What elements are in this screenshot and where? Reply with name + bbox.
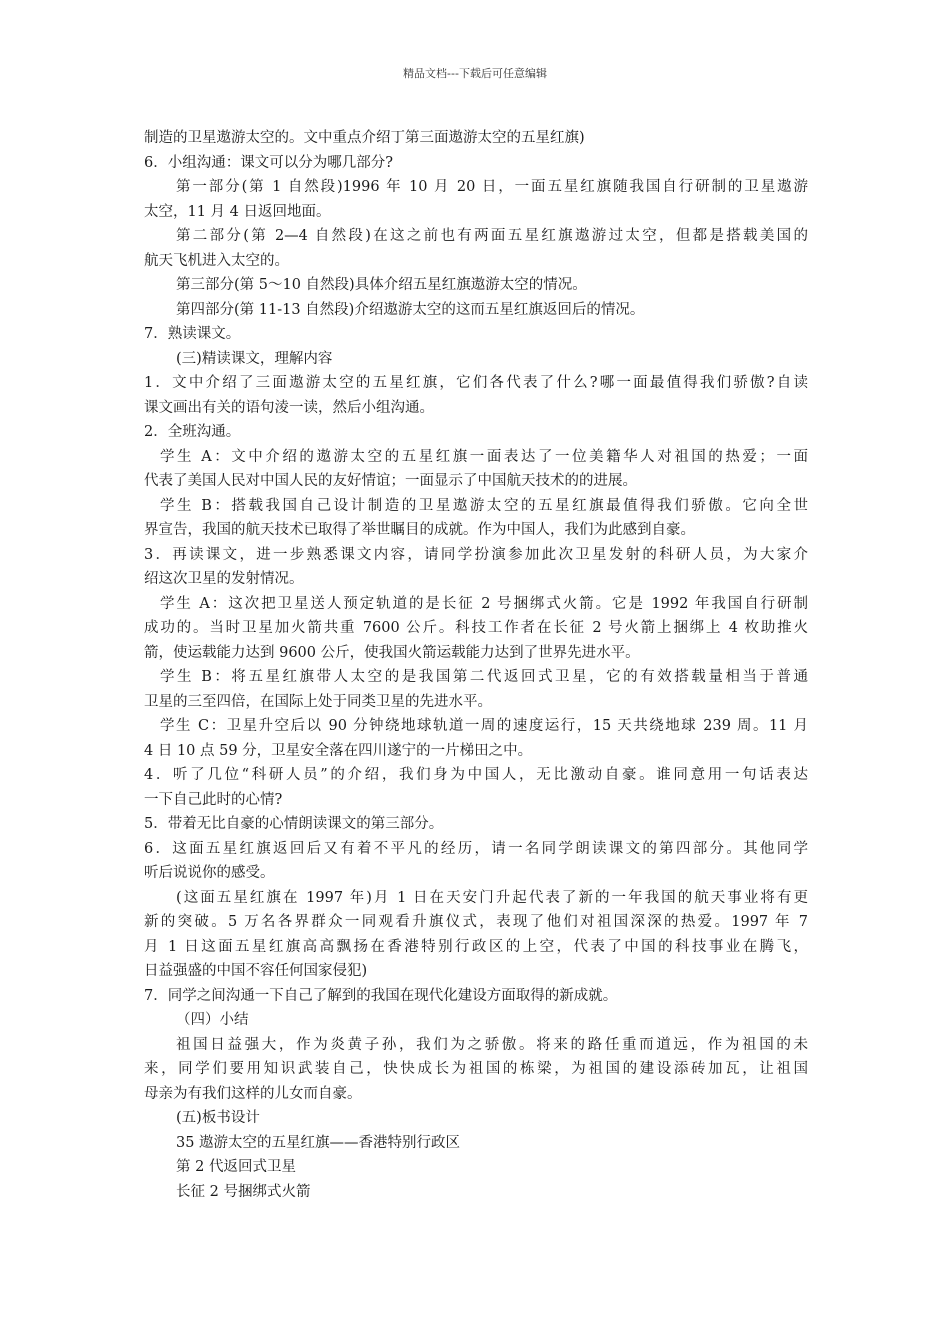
text-line: 制造的卫星遨游太空的。文中重点介绍丁第三面遨游太空的五星红旗) xyxy=(144,130,585,146)
text-line: 航天飞机进入太空的。 xyxy=(144,252,289,269)
text-line: 6．小组沟通：课文可以分为哪几部分? xyxy=(144,154,393,171)
text-line: 第四部分(第 11-13 自然段)介绍遨游太空的这而五星红旗返回后的情况。 xyxy=(176,301,645,318)
text-line: (这面五星红旗在 1997 年)月 1 日在天安门升起代表了新的一年我国的航天事业将有更 xyxy=(176,889,808,906)
text-line: 第三部分(第 5～10 自然段)具体介绍五星红旗遨游太空的情况。 xyxy=(176,277,587,293)
text-line: 5．带着无比自豪的心情朗读课文的第三部分。 xyxy=(144,816,444,832)
text-line: 7．熟读课文。 xyxy=(144,326,241,342)
text-line: 月 1 日这面五星红旗高高飘扬在香港特别行政区的上空，代表了中国的科技事业在腾飞， xyxy=(144,938,808,955)
text-line: 课文画出有关的语句淩一读，然后小组沟通。 xyxy=(144,399,434,416)
text-line: 第二部分(第 2—4 自然段)在这之前也有两面五星红旗遨游过太空，但都是搭载美国的 xyxy=(176,228,808,244)
text-line: 学生 A：文中介绍的遨游太空的五星红旗一面表达了一位美籍华人对祖国的热爱；一面 xyxy=(160,448,808,465)
text-line: 学生 B：搭载我国自己设计制造的卫星遨游太空的五星红旗最值得我们骄傲。它向全世 xyxy=(160,497,808,514)
page-header: 精品文档---下载后可任意编辑 xyxy=(403,67,547,80)
text-line: 学生 B：将五星红旗带人太空的是我国第二代返回式卫星，它的有效搭载量相当于普通 xyxy=(160,669,808,685)
text-line: 4 日 10 点 59 分，卫星安全落在四川遂宁的一片梯田之中。 xyxy=(144,742,533,759)
text-line: 学生 A：这次把卫星送人预定轨道的是长征 2 号捆绑式火箭。它是 1992 年我国自行研制 xyxy=(160,595,808,612)
text-line: 1．文中介绍了三面遨游太空的五星红旗，它们各代表了什么?哪一面最值得我们骄傲?自读 xyxy=(144,375,808,391)
text-line: 箭，使运载能力达到 9600 公斤，使我国火箭运载能力达到了世界先进水平。 xyxy=(144,644,640,661)
text-line: 6．这面五星红旗返回后又有着不平凡的经历，请一名同学朗读课文的第四部分。其他同学 xyxy=(144,840,808,857)
text-line: 第 2 代返回式卫星 xyxy=(176,1159,296,1175)
text-line: 新的突破。5 万名各界群众一同观看升旗仪式，表现了他们对祖国深深的热爱。1997 年 7 xyxy=(144,914,808,930)
text-line: 听后说说你的感受。 xyxy=(144,865,275,881)
text-line: （四）小结 xyxy=(176,1012,249,1028)
text-line: 2．全班沟通。 xyxy=(144,424,241,440)
text-line: (五)板书设计 xyxy=(176,1110,260,1126)
text-line: 日益强盛的中国不容任何国家侵犯) xyxy=(144,963,368,979)
text-line: 祖国日益强大，作为炎黄子孙，我们为之骄傲。将来的路任重而道远，作为祖国的未 xyxy=(176,1036,808,1053)
text-line: 卫星的三至四倍，在国际上处于同类卫星的先进水平。 xyxy=(144,693,492,710)
text-line: 一下自己此时的心情? xyxy=(144,791,283,808)
text-line: 成功的。当时卫星加火箭共重 7600 公斤。科技工作者在长征 2 号火箭上捆绑上 4 枚助推火 xyxy=(144,620,808,636)
text-line: 4．听了几位“科研人员”的介绍，我们身为中国人，无比激动自豪。谁同意用一句话表达 xyxy=(144,767,808,783)
text-line: 长征 2 号捆绑式火箭 xyxy=(176,1183,311,1200)
text-line: 绍这次卫星的发射情况。 xyxy=(144,571,304,587)
text-line: 来，同学们要用知识武装自己，快快成长为祖国的栋梁，为祖国的建设添砖加瓦，让祖国 xyxy=(144,1061,808,1077)
text-line: 7．同学之间沟通一下自己了解到的我国在现代化建设方面取得的新成就。 xyxy=(144,987,618,1004)
text-line: (三)精读课文，理解内容 xyxy=(176,350,333,367)
text-line: 界宣告，我国的航天技术已取得了举世瞩目的成就。作为中国人，我们为此感到自豪。 xyxy=(144,522,695,538)
text-line: 学生 C：卫星升空后以 90 分钟绕地球轨道一周的速度运行，15 天共绕地球 239 周。11 月 xyxy=(160,718,808,734)
text-line: 代表了美国人民对中国人民的友好情谊；一面显示了中国航天技术的的进展。 xyxy=(144,473,637,489)
document-body xyxy=(144,126,808,1204)
text-line: 第一部分(第 1 自然段)1996 年 10 月 20 日，一面五星红旗随我国自行研制的卫星遨游 xyxy=(176,179,808,195)
text-line: 35 遨游太空的五星红旗——香港特别行政区 xyxy=(176,1134,461,1151)
text-line: 太空，11 月 4 日返回地面。 xyxy=(144,203,331,220)
text-line: 3．再读课文，进一步熟悉课文内容，请同学扮演参加此次卫星发射的科研人员，为大家介 xyxy=(144,546,808,563)
text-line: 母亲为有我们这样的儿女而自豪。 xyxy=(144,1085,362,1102)
